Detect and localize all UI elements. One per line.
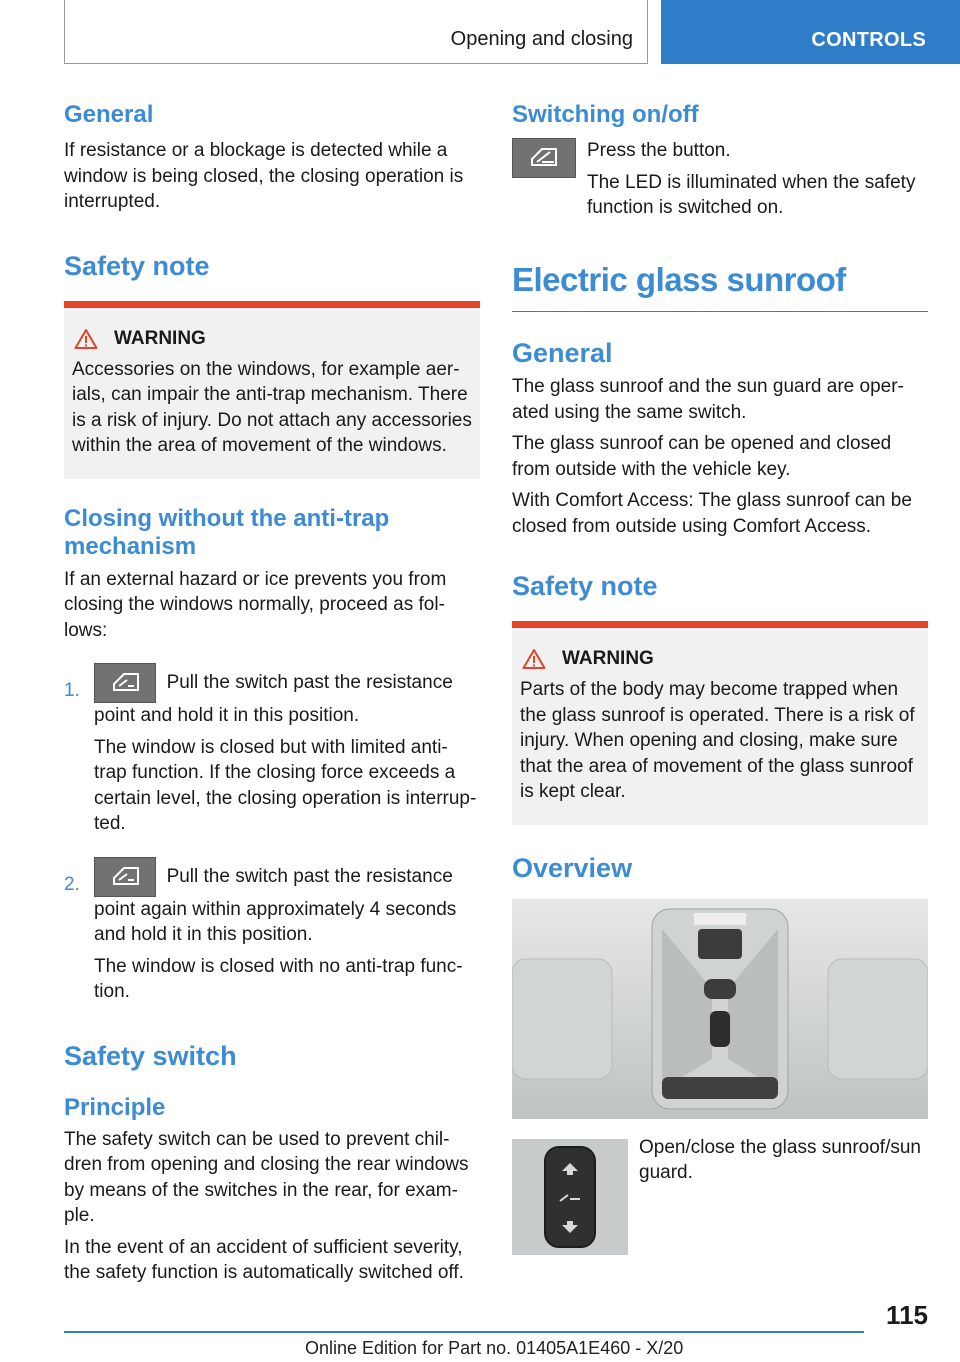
switch-caption: Open/close the glass sunroof/sun guard. [639,1136,922,1183]
sunroof-heading: Electric glass sunroof [512,260,846,298]
warning-triangle-icon [72,327,114,351]
switching-text-2: The LED is illuminated when the safety function is switched on. [587,171,916,218]
closing-text: If an external hazard or ice prevents you from closing the windows normally, proceed as follows: [64,568,447,641]
principle-heading: Principle [64,1093,166,1121]
sunroof-rule [512,311,928,313]
warning-box-2 [512,621,928,825]
step-2 [64,857,480,1005]
warning-triangle-icon [520,647,562,671]
right-column [512,100,928,1255]
step-subtext: The window is closed with no anti-trap function. [94,955,463,1002]
general-text: If resistance or a blockage is detected while a window is being closed, the closing operation is interrupted. [64,140,464,212]
safety-note-heading: Safety note [64,250,210,281]
footer-edition: Online Edition for Part no. 01405A1E460 - X/20 [305,1338,684,1358]
switching-text-1: Press the button. [587,140,731,161]
footer-rule [64,1331,864,1333]
principle-text-2: In the event of an accident of sufficient severity, the safety function is automatically switched off. [64,1236,464,1283]
step-text: Pull the switch past the resistance point again within approximately 4 seconds and hold it in this position. [94,865,457,945]
header-section-box [64,0,648,64]
warning-label: WARNING [562,648,654,669]
overview-heading: Overview [512,852,633,883]
warning-box [64,301,480,479]
switching-block [512,138,928,221]
safety-switch-button-icon [512,138,576,178]
step-number: 2. [64,873,80,895]
step-number: 1. [64,680,80,701]
general-text-2: The glass sunroof can be opened and closed from outside with the vehicle key. [512,433,892,480]
general-text-3: With Comfort Access: The glass sunroof can be closed from outside using Comfort Access. [512,490,912,537]
step-text: Pull the switch past the resistance point and hold it in this position. [94,672,453,726]
warning-text: Accessories on the windows, for example aerials, can impair the anti-trap mechanism. There is a risk of injury. Do not attach any accessories within the area of movement of the windows. [72,358,472,456]
general-text-1: The glass sunroof and the sun guard are operated using the same switch. [512,376,904,423]
safety-note-heading-2: Safety note [512,571,658,601]
switching-heading: Switching on/off [512,101,699,128]
overview-image [512,899,928,1119]
safety-switch-heading: Safety switch [64,1040,237,1071]
principle-text-1: The safety switch can be used to prevent children from opening and closing the rear windows by means of the switches in the rear, for example. [64,1128,469,1226]
window-switch-icon [94,663,156,703]
general-heading: General [64,101,154,128]
step-1 [64,663,480,837]
closing-heading: Closing without the anti-trap mechanism [64,504,390,560]
window-switch-icon [94,857,156,897]
general-heading-2: General [512,338,613,368]
page-number: 115 [886,1300,928,1330]
header-chapter-title: CONTROLS [811,29,926,51]
header-section-title: Opening and closing [450,28,633,50]
sunroof-switch-image [512,1139,628,1255]
warning-label: WARNING [114,327,206,349]
header-chapter-box [661,0,960,64]
step-subtext: The window is closed but with limited anti-trap function. If the closing force exceeds a certain level, the closing operation is interrupted. [94,736,477,834]
switch-row [512,1136,928,1255]
warning-text: Parts of the body may become trapped when the glass sunroof is operated. There is a risk of injury. When opening and closing, make sure that the area of movement of the glass sunroof is kept clear. [520,679,915,802]
left-column [64,100,480,1286]
